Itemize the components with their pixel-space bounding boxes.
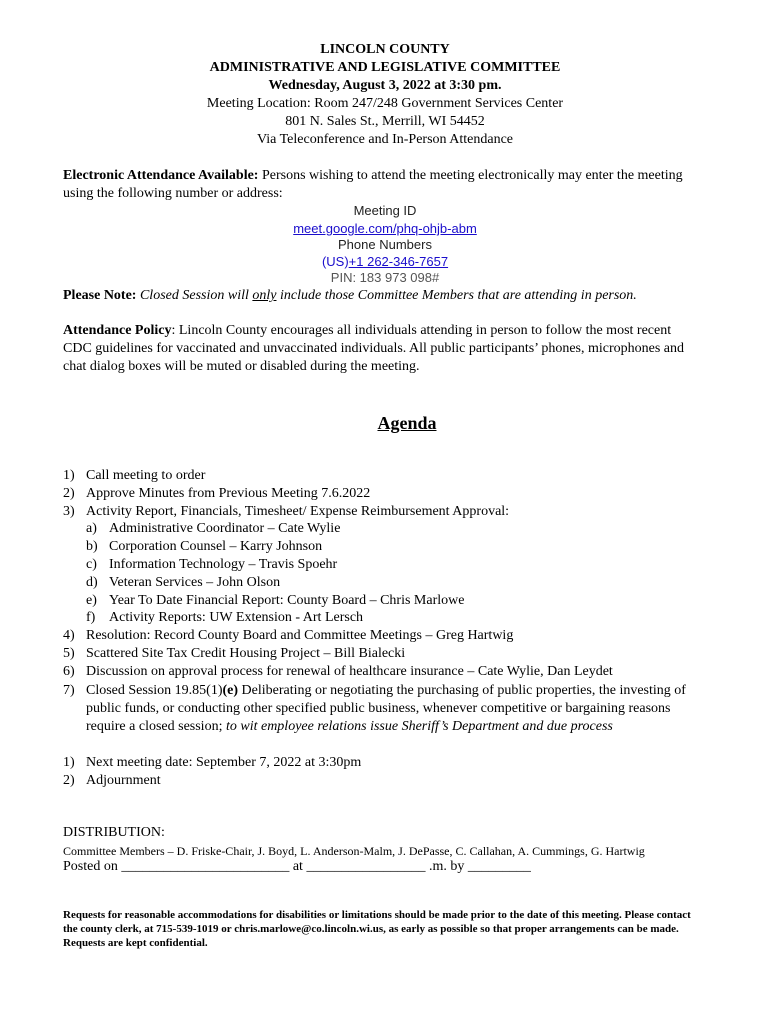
note-text-a: Closed Session will	[136, 288, 253, 303]
committee-title: ADMINISTRATIVE AND LEGISLATIVE COMMITTEE	[209, 60, 561, 75]
agenda-item-number: 6)	[63, 663, 75, 679]
agenda-item-number: 1)	[63, 468, 75, 483]
electronic-attendance-text: Persons wishing to attend the meeting electronically may enter the meeting using the following number or address:	[63, 168, 683, 201]
agenda-item-text: Scattered Site Tax Credit Housing Project – Bill Bialecki	[86, 646, 406, 661]
attendance-mode: Via Teleconference and In-Person Attendance	[256, 132, 514, 147]
agenda-title: Agenda	[377, 413, 437, 433]
agenda-item-text: Administrative Coordinator – Cate Wylie	[109, 521, 341, 537]
phone-numbers-label: Phone Numbers	[338, 237, 432, 252]
meeting-link[interactable]: meet.google.com/phq-ohjb-abm	[293, 221, 477, 236]
closed-session-topic: to wit employee relations issue Sheriff’s Department and due process	[225, 719, 613, 734]
accommodations-notice: Requests for reasonable accommodations for disabilities or limitations should be made prior to the date of this meeting. Please contact the county clerk, at 715-539-1019 or chris.marlowe@co.lincoln.wi.us, as early as possible so that proper arrangements can be made. Requests are kept confidential.	[63, 909, 691, 949]
note-text-b: include those Committee Members that are attending in person.	[276, 288, 637, 303]
agenda-item-number: 5)	[63, 646, 75, 661]
agenda-item-number: d)	[86, 574, 98, 590]
agenda-item-number: 2)	[63, 485, 75, 501]
agenda-item-text: Approve Minutes from Previous Meeting 7.6.2022	[86, 485, 371, 501]
agenda-item-number: f)	[86, 610, 96, 626]
agenda-item-text: Corporation Counsel – Karry Johnson	[109, 539, 323, 555]
agenda-item-number: a)	[86, 521, 97, 537]
agenda-item-text: Year To Date Financial Report: County Board – Chris Marlowe	[109, 592, 465, 608]
agenda-item-text: Call meeting to order	[86, 468, 206, 483]
agenda-item-number: 3)	[63, 503, 75, 519]
county-title: LINCOLN COUNTY	[320, 42, 450, 57]
agenda-item-number: c)	[86, 557, 97, 572]
meeting-address: 801 N. Sales St., Merrill, WI 54452	[285, 114, 485, 129]
agenda-item-text: Veteran Services – John Olson	[109, 574, 281, 590]
agenda-item-text: Adjournment	[86, 772, 161, 788]
agenda-item-number: 7)	[63, 683, 75, 698]
note-label: Please Note:	[63, 288, 137, 303]
closed-session-text	[86, 682, 706, 736]
meeting-id-label: Meeting ID	[353, 203, 417, 218]
agenda-item-text: Resolution: Record County Board and Committee Meetings – Greg Hartwig	[86, 628, 514, 644]
attendance-policy-text: : Lincoln County encourages all individuals attending in person to follow the most recent CDC guidelines for vaccinated and unvaccinated individuals. All public participants’ phones, microphones and chat dialog boxes will be muted or disabled during the meeting.	[63, 323, 685, 374]
note-only: only	[252, 288, 277, 303]
agenda-item-text: Next meeting date: September 7, 2022 at 3:30pm	[86, 755, 362, 770]
note-paragraph	[63, 287, 703, 305]
meeting-date: Wednesday, August 3, 2022 at 3:30 pm.	[268, 78, 502, 93]
closed-session-subsection: (e)	[222, 683, 239, 698]
electronic-attendance-paragraph	[63, 167, 703, 203]
agenda-item-number: e)	[86, 592, 97, 608]
closed-session-citation: Closed Session 19.85(1)	[86, 683, 223, 698]
agenda-item-text: Information Technology – Travis Spoehr	[109, 557, 338, 572]
electronic-attendance-label: Electronic Attendance Available:	[63, 168, 259, 183]
meeting-pin: PIN: 183 973 098#	[330, 270, 440, 285]
agenda-item-number: 1)	[63, 755, 75, 770]
phone-number-link[interactable]: +1 262-346-7657	[348, 254, 449, 269]
attendance-policy-label: Attendance Policy	[63, 323, 172, 338]
closed-session-description: Deliberating or negotiating the purchasing of public properties, the investing of public funds, or conducting other specified public business, whenever competitive or bargaining reasons require a closed session;	[86, 683, 686, 734]
phone-country: (US)	[321, 254, 349, 269]
agenda-item-text: Discussion on approval process for renewal of healthcare insurance – Cate Wylie, Dan Leydet	[86, 663, 613, 679]
agenda-item-text: Activity Reports: UW Extension - Art Lersch	[109, 610, 364, 626]
attendance-policy-paragraph	[63, 322, 703, 376]
meeting-location: Meeting Location: Room 247/248 Government Services Center	[206, 96, 564, 111]
agenda-item-number: 2)	[63, 772, 75, 788]
distribution-members: Committee Members – D. Friske-Chair, J. Boyd, L. Anderson-Malm, J. DePasse, C. Callahan, A. Cummings, G. Hartwig	[63, 844, 645, 858]
posted-line: Posted on ________________________ at _________________ .m. by _________	[63, 859, 531, 874]
phone-line	[0, 253, 770, 270]
agenda-item-number: 4)	[63, 628, 75, 644]
distribution-label: DISTRIBUTION:	[63, 825, 165, 840]
agenda-item-text: Activity Report, Financials, Timesheet/ Expense Reimbursement Approval:	[86, 503, 510, 519]
agenda-item-number: b)	[86, 539, 98, 555]
